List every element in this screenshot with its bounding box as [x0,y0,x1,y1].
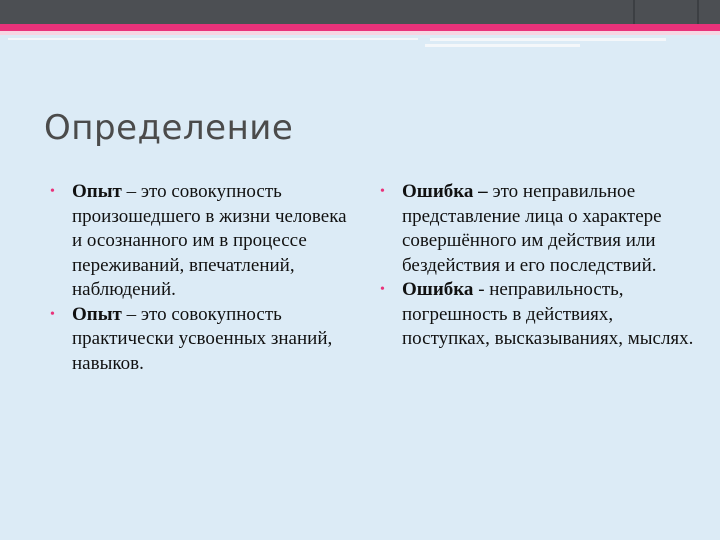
list-item [380,180,700,278]
bullet-icon: • [380,282,385,297]
right-column [380,180,700,352]
item-text: – это совокупность произошедшего в жизни человека и осознанного им в процессе переживаний, впечатлений, наблюдений. [72,181,347,300]
accent-bar [0,24,720,31]
top-bar-divider [697,0,699,24]
accent-bar-light [0,31,720,35]
decorative-line [425,44,580,47]
list-item [50,180,350,303]
item-text: - неправильность, погрешность в действиях, поступках, высказываниях, мыслях. [402,279,694,349]
item-term: Ошибка [402,279,474,300]
bullet-icon: • [50,306,55,322]
list-item [380,278,700,352]
decorative-line [8,38,418,40]
item-text: это неправильное представление лица о характере совершённого им действия или бездействия и его последствий. [402,181,662,276]
bullet-icon: • [380,184,385,199]
item-term: Опыт [72,303,122,325]
bullet-icon: • [50,184,55,199]
top-bar-divider [633,0,635,24]
item-text: – это совокупность практически усвоенных знаний, навыков. [72,303,333,374]
slide-title: Определение [44,108,294,148]
item-term: Опыт [72,181,122,202]
item-term: Ошибка – [402,181,493,202]
decorative-line [430,38,666,41]
list-item [50,303,350,377]
left-column [50,180,350,376]
top-bar [0,0,720,24]
